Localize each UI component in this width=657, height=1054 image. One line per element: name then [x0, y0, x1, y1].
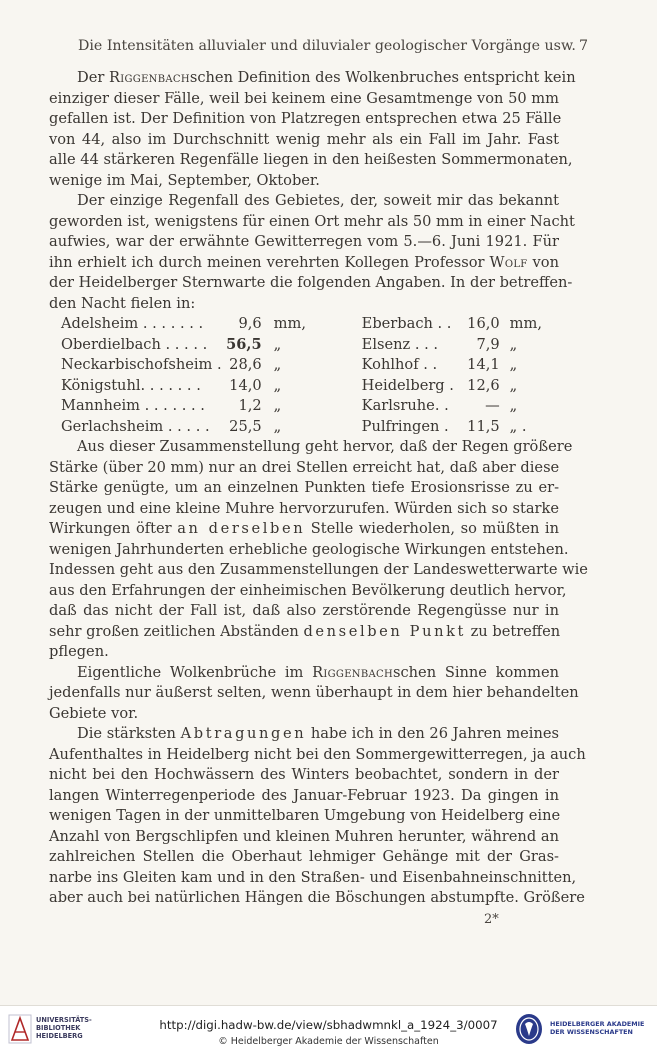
rain-unit: mm,	[509, 315, 542, 332]
rain-amount: 12,6	[467, 376, 500, 394]
footer-bar	[0, 1005, 657, 1054]
author-name: Riggenbach	[108, 69, 190, 86]
column-gap	[312, 396, 362, 417]
column-gap	[312, 417, 362, 438]
spaced-emphasis: denselben Punkt	[303, 622, 466, 640]
text-line: wenige im Mai, September, Oktober.	[49, 171, 320, 189]
text-line: Gebiete vor.	[49, 704, 139, 722]
rainfall-table	[61, 314, 542, 437]
rain-unit: „	[273, 356, 282, 373]
text-line: von 44, also im Durchschnitt wenig mehr als ein Fall im Jahr. Fast	[49, 130, 559, 148]
header-title: Die Intensitäten alluvialer und diluvialer geologischer Vorgänge usw.	[78, 38, 576, 54]
university-library-name: UNIVERSITÄTS- BIBLIOTHEK HEIDELBERG	[36, 1016, 92, 1040]
rainfall-row	[61, 355, 542, 376]
rain-amount: 14,1	[467, 356, 500, 373]
station-name: Neckarbischofsheim .	[61, 356, 222, 373]
rain-unit: „	[273, 397, 282, 414]
text-line: alle 44 stärkeren Regenfälle liegen in den heißesten Sommermonaten,	[49, 151, 573, 168]
text-line: wenigen Tagen in der unmittelbaren Umgebung von Heidelberg eine	[49, 807, 561, 824]
rain-unit: mm,	[273, 315, 306, 332]
text-line: Aus dieser Zusammenstellung geht hervor, daß der Regen größere	[77, 438, 573, 455]
text-line: pflegen.	[49, 643, 109, 660]
copyright-notice: © Heidelberger Akademie der Wissenschaften	[218, 1036, 439, 1047]
column-gap	[312, 355, 362, 376]
rain-amount: 56,5	[226, 335, 262, 353]
author-name: Wolf	[489, 253, 528, 271]
permalink-url[interactable]: http://digi.hadw-bw.de/view/sbhadwmnkl_a_1924_3/0007	[159, 1018, 498, 1032]
rain-unit: „	[509, 376, 518, 394]
rain-amount: —	[485, 397, 500, 414]
rain-unit: „	[509, 356, 518, 373]
text-line: daß das nicht der Fall ist, daß also zerstörende Regengüsse nur in	[49, 602, 559, 619]
spaced-emphasis: an derselben	[177, 520, 306, 537]
station-name: Eberbach . .	[361, 315, 452, 332]
text-line: den Nacht fielen in:	[49, 294, 196, 312]
column-gap	[312, 314, 362, 335]
spaced-emphasis: Abtragungen	[180, 725, 307, 742]
body-text	[49, 68, 588, 909]
column-gap	[312, 335, 362, 356]
academy-seal-icon[interactable]	[514, 1012, 544, 1046]
text-line: langen Winterregenperiode des Januar-Februar 1923. Da gingen in	[49, 786, 559, 804]
rain-amount: 1,2	[238, 397, 262, 414]
rain-amount: 7,9	[476, 335, 500, 353]
text-line: Die stärksten Abtragungen habe ich in den 26 Jahren meines	[77, 725, 560, 742]
rain-amount: 28,6	[229, 356, 262, 373]
text-line: zahlreichen Stellen die Oberhaut lehmiger Gehänge mit der Gras-	[49, 848, 559, 865]
text-line: wenigen Jahrhunderten erhebliche geologische Wirkungen entstehen.	[49, 540, 569, 558]
rain-unit: „	[509, 335, 518, 353]
text-line: Eigentliche Wolkenbrüche im Riggenbachschen Sinne kommen	[77, 663, 559, 681]
text-line: Stärke (über 20 mm) nur an drei Stellen erreicht hat, daß aber diese	[49, 458, 560, 476]
text-line: nicht bei den Hochwässern des Winters beobachtet, sondern in der	[49, 766, 559, 783]
rain-unit: „	[273, 417, 282, 435]
station-name: Gerlachsheim . . . . .	[61, 417, 210, 435]
page-number: 7	[578, 38, 588, 54]
text-line: narbe ins Gleiten kam und in den Straßen- und Eisenbahneinschnitten,	[49, 868, 577, 886]
text-line: Wirkungen öfter an derselben Stelle wiederholen, so müßten in	[49, 520, 559, 537]
text-line: Der einzige Regenfall des Gebietes, der, soweit mir das bekannt	[77, 192, 559, 209]
signature-mark: 2*	[484, 912, 499, 927]
text-line: geworden ist, wenigstens für einen Ort mehr als 50 mm in einer Nacht	[49, 212, 575, 230]
text-line: einziger dieser Fälle, weil bei keinem eine Gesamtmenge von 50 mm	[49, 89, 559, 107]
author-name: Riggenbach	[312, 663, 393, 681]
station-name: Pulfringen .	[361, 417, 449, 435]
text-line: ihn erhielt ich durch meinen verehrten Kollegen Professor Wolf von	[49, 253, 559, 271]
text-line: Indessen geht aus den Zusammenstellungen der Landeswetterwarte wie	[49, 561, 588, 578]
text-line: Der Riggenbachschen Definition des Wolkenbruches entspricht kein	[77, 69, 576, 86]
text-line: zeugen und eine kleine Muhre hervorzurufen. Würden sich so starke	[49, 499, 559, 517]
text-line: aus den Erfahrungen der einheimischen Bevölkerung deutlich hervor,	[49, 581, 567, 599]
station-name: Königstuhl. . . . . . .	[61, 376, 201, 394]
station-name: Karlsruhe. .	[361, 397, 449, 414]
rainfall-row	[61, 417, 542, 438]
station-name: Oberdielbach . . . . .	[61, 335, 208, 353]
station-name: Heidelberg .	[361, 376, 454, 394]
station-name: Adelsheim . . . . . . .	[61, 315, 204, 332]
station-name: Elsenz . . .	[361, 335, 439, 353]
text-line: sehr großen zeitlichen Abständen denselben Punkt zu betreffen	[49, 622, 561, 640]
rainfall-row	[61, 335, 542, 356]
station-name: Mannheim . . . . . . .	[61, 397, 205, 414]
academy-name: HEIDELBERGER AKADEMIE DER WISSENSCHAFTEN	[550, 1020, 645, 1036]
rain-unit: „ .	[509, 417, 527, 435]
rainfall-row	[61, 376, 542, 397]
rain-amount: 16,0	[467, 315, 500, 332]
rain-unit: „	[273, 376, 282, 394]
running-header	[78, 38, 588, 54]
text-line: aufwies, war der erwähnte Gewitterregen vom 5.—6. Juni 1921. Für	[49, 233, 559, 250]
text-line: Stärke genügte, um an einzelnen Punkten tiefe Erosionsrisse zu er-	[49, 479, 559, 496]
rain-amount: 25,5	[229, 417, 262, 435]
text-line: gefallen ist. Der Definition von Platzregen entsprechen etwa 25 Fälle	[49, 110, 562, 127]
rain-unit: „	[273, 335, 282, 353]
text-line: Anzahl von Bergschlipfen und kleinen Muhren herunter, während an	[49, 827, 559, 845]
text-line: jedenfalls nur äußerst selten, wenn überhaupt in dem hier behandelten	[49, 684, 579, 701]
text-line: aber auch bei natürlichen Hängen die Böschungen abstumpfte. Größere	[49, 889, 585, 906]
rain-amount: 14,0	[229, 376, 262, 394]
rainfall-row	[61, 396, 542, 417]
rain-amount: 9,6	[238, 315, 262, 332]
rain-amount: 11,5	[467, 417, 500, 435]
rainfall-row	[61, 314, 542, 335]
rain-unit: „	[509, 397, 518, 414]
column-gap	[312, 376, 362, 397]
station-name: Kohlhof . .	[361, 356, 438, 373]
text-line: Aufenthaltes in Heidelberg nicht bei den Sommergewitterregen, ja auch	[49, 745, 586, 763]
text-line: der Heidelberger Sternwarte die folgenden Angaben. In der betreffen-	[49, 274, 573, 291]
